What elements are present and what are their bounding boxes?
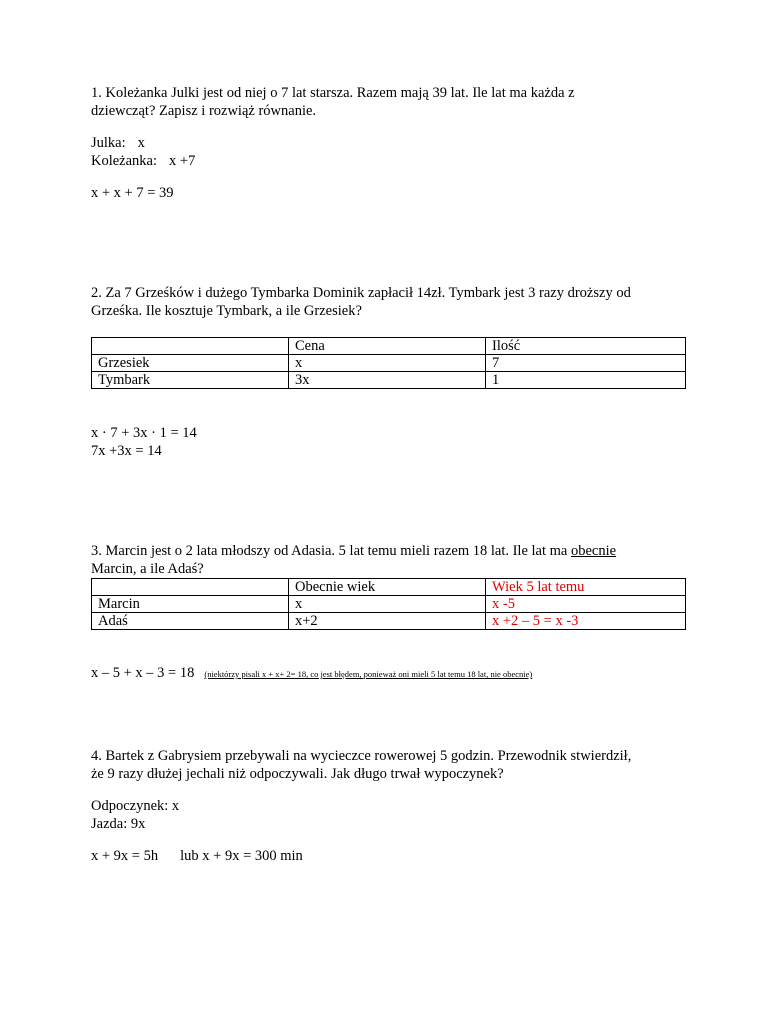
table-cell: x — [289, 355, 486, 372]
task-3-table — [91, 578, 686, 630]
table-header-cell: Cena — [289, 338, 486, 355]
table-cell: Grzesiek — [92, 355, 289, 372]
table-header-cell: Wiek 5 lat temu — [486, 579, 686, 596]
table-header-cell: Ilość — [486, 338, 686, 355]
task-4-ride: Jazda: 9x — [91, 816, 146, 832]
julka-label: Julka: — [91, 135, 126, 151]
task-4-rest: Odpoczynek: x — [91, 798, 180, 814]
task-1 — [91, 84, 691, 202]
task-3-text-line-1 — [91, 542, 691, 560]
table-row — [92, 355, 686, 372]
task-4-text-line-2: że 9 razy dłużej jechali niż odpoczywali. Jak długo trwał wypoczynek? — [91, 766, 504, 782]
table-cell: x — [289, 596, 486, 613]
table-row — [92, 613, 686, 630]
julka-value: x — [137, 135, 145, 151]
table-cell: x -5 — [486, 596, 686, 613]
kolezanka-value: x +7 — [169, 153, 196, 169]
table-cell: Adaś — [92, 613, 289, 630]
task-2-equation-1: x · 7 + 3x · 1 = 14 — [91, 425, 197, 441]
table-cell: Tymbark — [92, 372, 289, 389]
table-header-row — [92, 338, 686, 355]
table-header-cell: Obecnie wiek — [289, 579, 486, 596]
task-3-text-line-2: Marcin, a ile Adaś? — [91, 561, 204, 577]
table-cell: 7 — [486, 355, 686, 372]
table-cell: Marcin — [92, 596, 289, 613]
table-row — [92, 372, 686, 389]
task-1-kolezanka-row — [91, 152, 691, 170]
task-4-equation-1: x + 9x = 5h — [91, 848, 159, 864]
task-3-note: (niektórzy pisali x + x+ 2= 18, co jest błędem, ponieważ oni mieli 5 lat temu 18 lat, nie obecnie) — [204, 669, 533, 679]
task-2-table — [91, 337, 686, 389]
task-1-text-line-1: 1. Koleżanka Julki jest od niej o 7 lat starsza. Razem mają 39 lat. Ile lat ma każda z — [91, 85, 575, 101]
task-3-text-part: 3. Marcin jest o 2 lata młodszy od Adasia. 5 lat temu mieli razem 18 lat. Ile lat ma — [91, 543, 571, 559]
task-2-text-line-2: Grześka. Ile kosztuje Tymbark, a ile Grzesiek? — [91, 303, 362, 319]
task-1-equation: x + x + 7 = 39 — [91, 185, 174, 201]
task-3 — [91, 542, 691, 683]
task-2-text-line-1: 2. Za 7 Grześków i dużego Tymbarka Dominik zapłacił 14zł. Tymbark jest 3 razy droższy od — [91, 285, 631, 301]
task-1-text-line-2: dziewcząt? Zapisz i rozwiąż równanie. — [91, 103, 317, 119]
table-cell: x +2 – 5 = x -3 — [486, 613, 686, 630]
task-4-text-line-1: 4. Bartek z Gabrysiem przebywali na wycieczce rowerowej 5 godzin. Przewodnik stwierdził, — [91, 748, 632, 764]
task-3-equation-row — [91, 664, 691, 683]
table-cell: 1 — [486, 372, 686, 389]
table-header-cell — [92, 338, 289, 355]
task-4 — [91, 747, 691, 865]
kolezanka-label: Koleżanka: — [91, 153, 158, 169]
table-cell: x+2 — [289, 613, 486, 630]
table-header-cell — [92, 579, 289, 596]
task-2-equation-2: 7x +3x = 14 — [91, 443, 162, 459]
document-page — [91, 84, 691, 865]
task-2 — [91, 284, 691, 460]
task-1-julka-row — [91, 134, 691, 152]
underlined-word: obecnie — [570, 543, 617, 559]
task-4-equation-2: lub x + 9x = 300 min — [180, 848, 303, 864]
table-row — [92, 596, 686, 613]
table-cell: 3x — [289, 372, 486, 389]
task-4-equation-row — [91, 847, 691, 865]
table-header-row — [92, 579, 686, 596]
task-3-equation: x – 5 + x – 3 = 18 — [91, 665, 195, 681]
